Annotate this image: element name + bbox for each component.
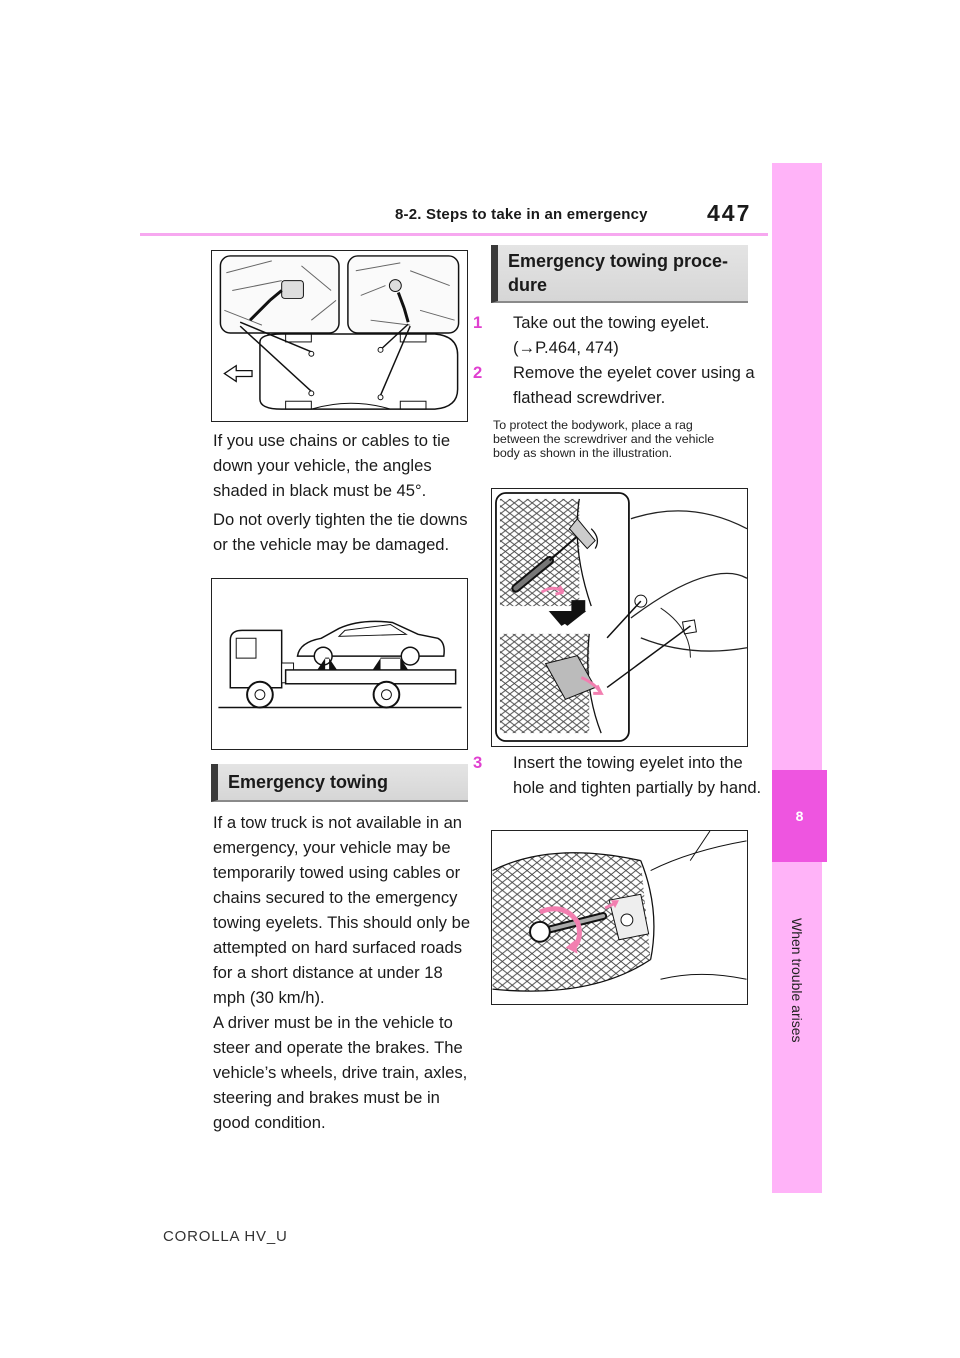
towing-procedure-heading-text: Emergency towing proce-dure [508,251,729,295]
tie-down-eyelets-drawing [212,251,467,421]
procedure-step-1 [473,310,769,360]
chapter-number: 8 [795,808,804,824]
emergency-towing-paragraph: If a tow truck is not available in an emergency, your vehicle may be temporarily towed using cables or chains secured to the emergency towing eyelets. This should only be attempted on hard surfaced roads for a short distance at under 18 mph (30 km/h). [213,813,471,1007]
chapter-title-tab [772,880,822,1080]
chapter-title: When trouble arises [789,917,805,1043]
driver-requirements-paragraph: A driver must be in the vehicle to steer and operate the brakes. The vehicle’s wheels, drive train, axles, steering and brakes must be in good condition. [213,1013,468,1132]
step-2-number: 2 [473,363,483,382]
section-title: 8-2. Steps to take in an emergency [395,206,648,223]
emergency-towing-heading-text: Emergency towing [228,771,389,792]
tie-down-angle-paragraph: If you use chains or cables to tie down your vehicle, the angles shaded in black must be 45°. [213,431,451,500]
tie-down-tighten-paragraph: Do not overly tighten the tie downs or the vehicle may be damaged. [213,510,468,554]
bodywork-protection-note: To protect the bodywork, place a rag between the screwdriver and the vehicle body as shown in the illustration. [493,418,715,460]
insert-towing-eyelet-illustration [491,830,748,1005]
towing-procedure-heading [491,245,748,303]
header-rule [140,233,768,236]
step-1-number: 1 [473,313,483,332]
step-3-text: Insert the towing eyelet into the hole and tighten partially by hand. [513,753,762,797]
flatbed-truck-illustration [211,578,468,750]
procedure-step-3 [473,750,769,800]
insert-towing-eyelet-drawing [492,831,747,1004]
chapter-number-tab[interactable] [772,770,827,862]
eyelet-cover-removal-drawing [492,489,747,746]
page-number: 447 [707,200,752,226]
vehicle-model-footer: COROLLA HV_U [163,1228,288,1245]
step-3-number: 3 [473,753,483,772]
procedure-step-2 [473,360,769,410]
emergency-towing-heading [211,764,468,802]
flatbed-truck-drawing [212,579,467,749]
step-1-text: Take out the towing eyelet. (→P.464, 474) [513,313,710,357]
eyelet-cover-removal-illustration [491,488,748,747]
tie-down-eyelets-illustration [211,250,468,422]
step-2-text: Remove the eyelet cover using a flathead screwdriver. [513,363,755,407]
